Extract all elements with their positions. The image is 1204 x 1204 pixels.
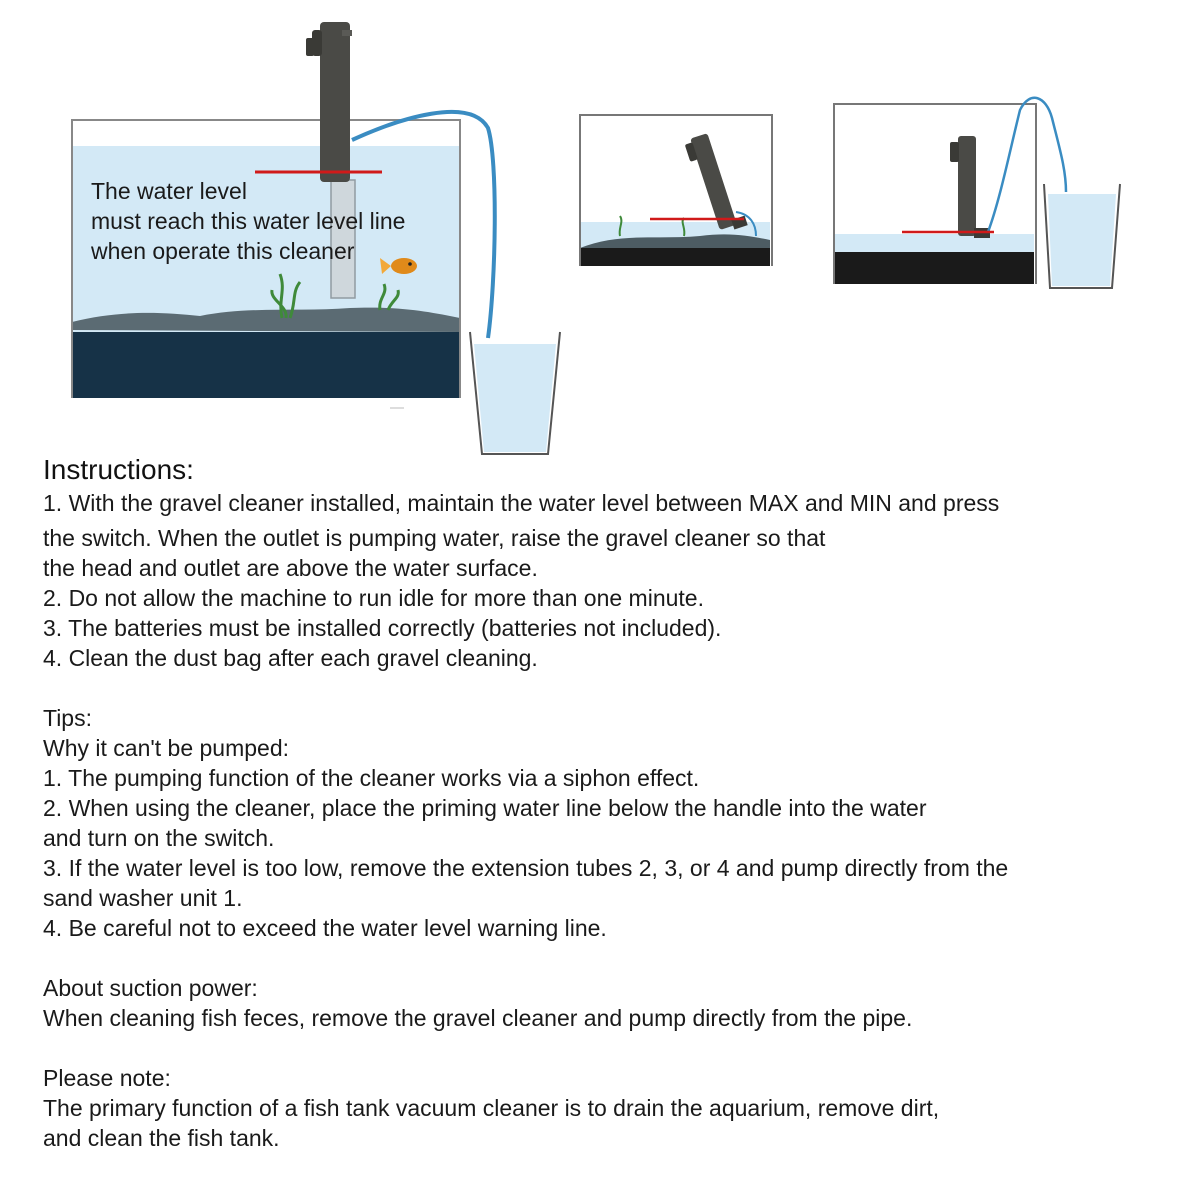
instruction-line: the head and outlet are above the water surface. <box>43 555 538 581</box>
instruction-line: 1. With the gravel cleaner installed, maintain the water level between MAX and MIN and press <box>43 490 1000 516</box>
right-aquarium <box>834 98 1066 284</box>
bucket-icon <box>1044 184 1120 288</box>
instruction-line: 3. The batteries must be installed correctly (batteries not included). <box>43 615 722 641</box>
instruction-line: the switch. When the outlet is pumping water, raise the gravel cleaner so that <box>43 525 826 551</box>
instruction-line: 2. Do not allow the machine to run idle for more than one minute. <box>43 585 704 611</box>
callout-line: The water level <box>91 178 247 204</box>
gravel-cleaner-icon <box>950 136 990 238</box>
instructions-text <box>43 452 1173 1153</box>
middle-aquarium <box>580 115 772 266</box>
tip-line: 4. Be careful not to exceed the water level warning line. <box>43 915 607 941</box>
suction-text: When cleaning fish feces, remove the gravel cleaner and pump directly from the pipe. <box>43 1005 913 1031</box>
tip-line: sand washer unit 1. <box>43 885 243 911</box>
illustrations <box>0 0 1204 460</box>
bucket-icon <box>470 332 560 454</box>
callout-line: must reach this water level line <box>91 208 406 234</box>
note-line: and clean the fish tank. <box>43 1125 280 1151</box>
tip-line: 1. The pumping function of the cleaner works via a siphon effect. <box>43 765 700 791</box>
water-level-callout <box>91 176 471 266</box>
tips-subheading: Why it can't be pumped: <box>43 735 290 761</box>
tip-line: and turn on the switch. <box>43 825 275 851</box>
callout-line: when operate this cleaner <box>91 238 355 264</box>
tip-line: 3. If the water level is too low, remove the extension tubes 2, 3, or 4 and pump directly from the <box>43 855 1009 881</box>
tips-heading: Tips: <box>43 705 92 731</box>
instruction-line: 4. Clean the dust bag after each gravel cleaning. <box>43 645 538 671</box>
note-line: The primary function of a fish tank vacuum cleaner is to drain the aquarium, remove dirt, <box>43 1095 940 1121</box>
gravel-base <box>72 332 460 398</box>
tip-line: 2. When using the cleaner, place the priming water line below the handle into the water <box>43 795 927 821</box>
instructions-heading: Instructions: <box>43 454 194 485</box>
note-heading: Please note: <box>43 1065 171 1091</box>
suction-heading: About suction power: <box>43 975 258 1001</box>
